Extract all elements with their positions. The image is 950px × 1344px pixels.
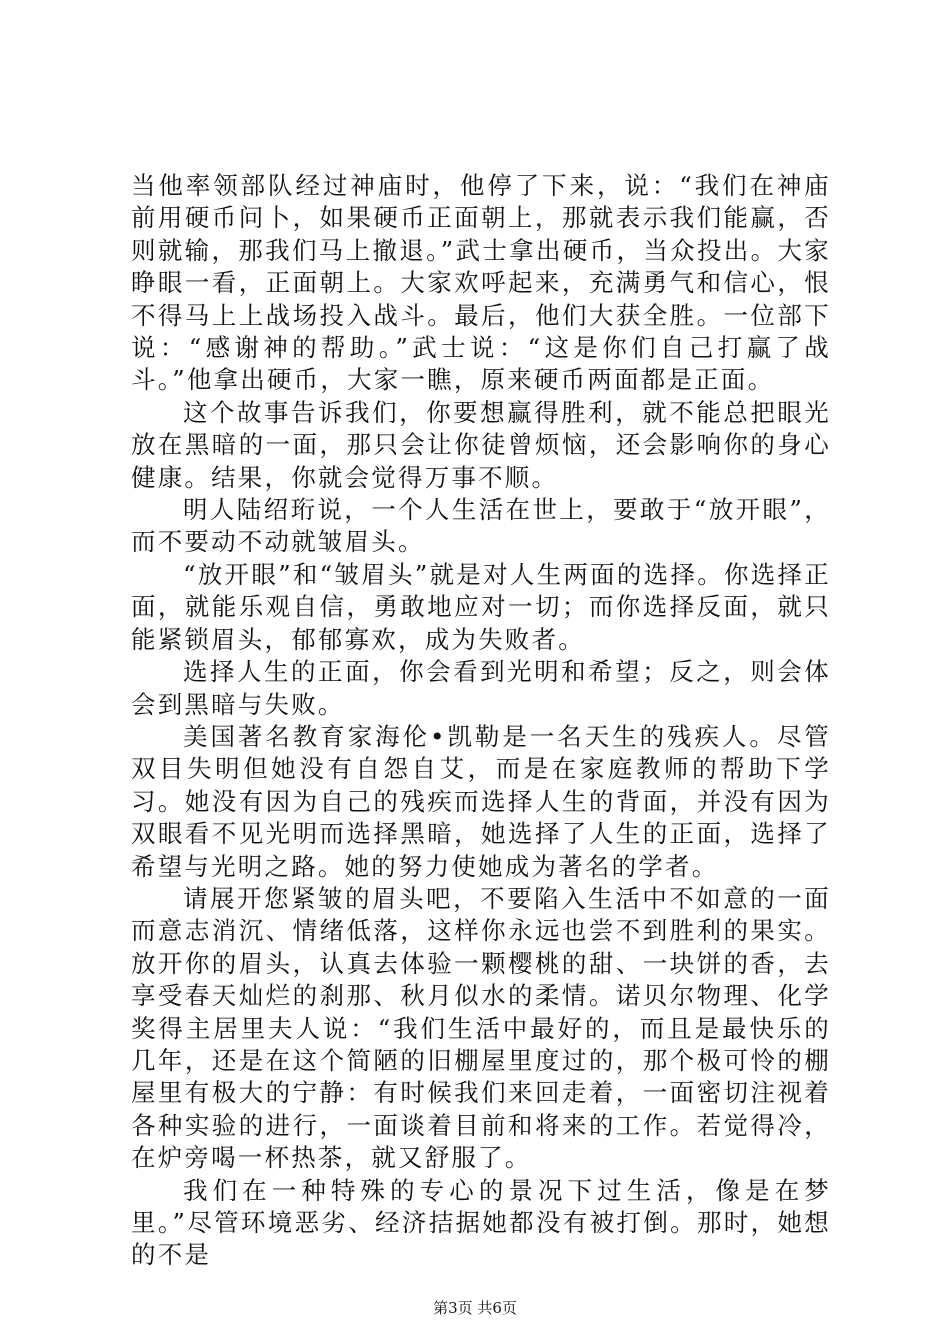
paragraph-2: 这个故事告诉我们，你要想赢得胜利，就不能总把眼光放在黑暗的一面，那只会让你徒曾烦恼，还会影响你的身心健康。结果，你就会觉得万事不顺。 [131,397,831,492]
paragraph-8: 我们在一种特殊的专心的景况下过生活，像是在梦里。”尽管环境恶劣、经济拮据她都没有被打倒。那时，她想的不是 [131,1175,831,1270]
paragraph-6: 美国著名教育家海伦•凯勒是一名天生的残疾人。尽管双目失明但她没有自怨自艾，而是在家庭教师的帮助下学习。她没有因为自己的残疾而选择人生的背面，并没有因为双眼看不见光明而选择黑暗，她选择了人生的正面，选择了希望与光明之路。她的努力使她成为著名的学者。 [131,721,831,881]
paragraph-7: 请展开您紧皱的眉头吧，不要陷入生活中不如意的一面而意志消沉、情绪低落，这样你永远也尝不到胜利的果实。放开你的眉头，认真去体验一颗樱桃的甜、一块饼的香，去享受春天灿烂的刹那、秋月似水的柔情。诺贝尔物理、化学奖得主居里夫人说：“我们生活中最好的，而且是最快乐的几年，还是在这个简陋的旧棚屋里度过的，那个极可怜的棚屋里有极大的宁静：有时候我们来回走着，一面密切注视着各种实验的进行，一面谈着目前和将来的工作。若觉得冷，在炉旁喝一杯热茶，就又舒服了。 [131,883,831,1173]
paragraph-5: 选择人生的正面，你会看到光明和希望；反之，则会体会到黑暗与失败。 [131,657,831,719]
document-body [131,170,831,1272]
paragraph-4: “放开眼”和“皱眉头”就是对人生两面的选择。你选择正面，就能乐观自信，勇敢地应对一切；而你选择反面，就只能紧锁眉头，郁郁寡欢，成为失败者。 [131,559,831,654]
paragraph-1: 当他率领部队经过神庙时，他停了下来，说：“我们在神庙前用硬币问卜，如果硬币正面朝上，那就表示我们能赢，否则就输，那我们马上撤退。”武士拿出硬币，当众投出。大家睁眼一看，正面朝上。大家欢呼起来，充满勇气和信心，恨不得马上上战场投入战斗。最后，他们大获全胜。一位部下说：“感谢神的帮助。”武士说：“这是你们自己打赢了战斗。”他拿出硬币，大家一瞧，原来硬币两面都是正面。 [131,171,831,395]
page-number-footer: 第3页 共6页 [433,1299,517,1317]
paragraph-3: 明人陆绍珩说，一个人生活在世上，要敢于“放开眼”，而不要动不动就皱眉头。 [131,495,831,557]
